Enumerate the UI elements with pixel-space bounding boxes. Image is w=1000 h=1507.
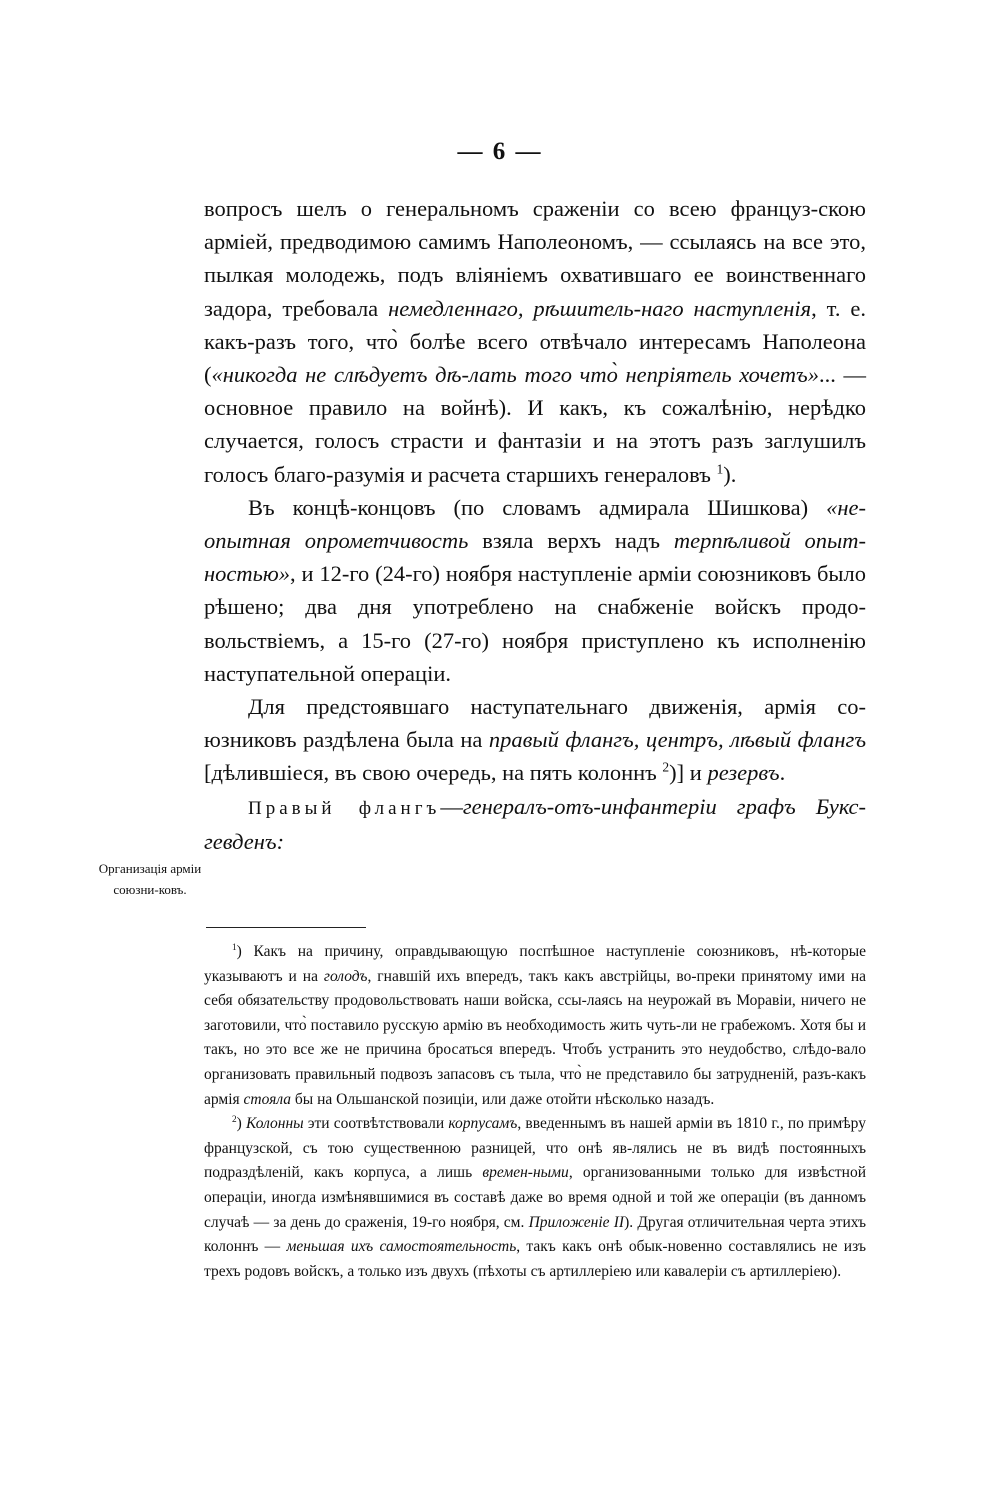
fn2-text-e: , введеннымъ въ нашей арміи въ 1810 г., по примѣру французской, съ тою существенною разницей, что онѣ яв-лялись не въ видѣ постоянныхъ подраздѣленій, какъ корпуса, а лишь	[204, 1115, 866, 1182]
p1-text-c: , т. е. какъ-разъ того, что̀ болѣе всего отвѣчало интересамъ Наполеона (	[204, 295, 867, 388]
footnote-2	[204, 1112, 866, 1284]
fn2-italic-d: корпусамъ	[448, 1115, 518, 1133]
paragraph-1	[204, 192, 866, 491]
footnote-ref-1[interactable]: 1	[716, 461, 724, 477]
fn1-text-c: , гнавшій ихъ впередъ, такъ какъ австрійцы, во-преки принятому ими на себя обязательству продовольствовать наши войска, ссы-лаясь на неурожай въ Моравіи, ничего не заготовили, что̀ поставило русскую армію въ необходимость жить чуть-ли не грабежомъ. Хотя бы и такъ, но это все же не причина бросаться впередъ. Чтобъ устранить это неудобство, слѣдо-вало организовать правильный подвозъ запасовъ съ тыла, что̀ не представило бы затрудненій, разъ-какъ армія	[204, 967, 867, 1108]
footnote-divider	[206, 927, 366, 928]
p1-text-a: вопросъ шелъ о генеральномъ сраженіи со всею француз-скою арміей, предводимою самимъ Наполеономъ, — ссылаясь на все это, пылкая молодежь, подъ вліяніемъ охватившаго ее воинственнаго задора, требовала	[204, 196, 866, 321]
p1-text-e: ... — основное правило на войнѣ). И какъ, къ сожалѣнію, нерѣдко случается, голосъ страсти и фантазіи и на этотъ разъ заглушилъ голосъ благо-разумія и расчета старшихъ генераловъ	[204, 362, 866, 487]
paragraph-4	[204, 790, 866, 858]
p2-text-c: взяла верхъ надъ	[468, 528, 674, 554]
fn2-italic-h: Приложеніе II	[528, 1213, 625, 1231]
fn1-text-a: ) Какъ на причину, оправдывающую поспѣшное наступленіе союзниковъ, нѣ-которые указываютъ и на	[204, 943, 866, 985]
p1-italic-b: немедленнаго, рѣшитель-наго наступленія	[388, 295, 812, 321]
margin-note: Организація арміи союзни-ковъ.	[98, 861, 202, 897]
section-heading-right-flank: Правый флангъ	[248, 797, 441, 819]
fn1-italic-b: голодъ	[323, 967, 368, 985]
paragraph-3	[204, 690, 866, 790]
p3-text-e: )] и	[669, 760, 708, 786]
p1-text-g: ).	[723, 461, 737, 487]
p2-italic-b: «не-опытная опрометчивость	[204, 494, 866, 554]
p2-text-a: Въ концѣ-концовъ (по словамъ адмирала Шишкова)	[248, 494, 827, 520]
fn2-text-a: )	[236, 1115, 247, 1133]
footnote-1-marker: 1	[232, 942, 237, 953]
fn2-text-c: эти соотвѣтствовали	[303, 1115, 449, 1133]
fn1-italic-d: стояла	[243, 1090, 292, 1108]
p4-dash: —	[440, 793, 463, 819]
fn2-italic-b: Колонны	[246, 1115, 304, 1133]
p2-text-e: , и 12-го (24-го) ноября наступленіе арміи союзниковъ было рѣшено; два дня употреблено на снабженіе войскъ продо-вольствіемъ, а 15-го (27-го) ноября приступлено къ исполненію наступательной операціи.	[204, 561, 866, 686]
page-number: — 6 —	[457, 138, 543, 165]
footnotes	[204, 940, 866, 1284]
fn2-italic-f: времен-ными	[482, 1164, 569, 1182]
fn2-text-i: ). Другая отличительная черта этихъ колоннъ —	[204, 1213, 866, 1256]
footnote-ref-2[interactable]: 2	[662, 759, 670, 775]
footnote-2-marker: 2	[232, 1115, 237, 1125]
fn1-text-e: бы на Ольшанской позиціи, или даже отойти нѣсколько назадъ.	[291, 1090, 715, 1108]
footnote-1	[204, 940, 866, 1112]
fn2-text-k: , такъ какъ онѣ обык-новенно составлялись не изъ трехъ родовъ войскъ, а только изъ двухъ (пѣхоты съ артиллеріею или кавалеріи съ артиллеріею).	[204, 1238, 866, 1280]
p3-italic-f: резервъ	[707, 760, 780, 786]
fn2-text-g: , организованными только для извѣстной операціи, иногда измѣнявшимися въ составѣ даже во время одной и той же операціи (въ данномъ случаѣ — за день до сраженія, 19-го ноября, см.	[204, 1164, 866, 1231]
p3-italic-b: правый флангъ, центръ, лѣвый флангъ	[488, 727, 866, 753]
p3-text-c: [дѣлившіеся, въ свою очередь, на пять колоннъ	[204, 760, 663, 786]
main-text	[204, 192, 866, 858]
p4-italic-c: генералъ-отъ-инфантеріи графъ Букс-гевденъ:	[204, 793, 866, 854]
p3-text-g: .	[779, 760, 786, 786]
p2-italic-d: терпѣливой опыт-ностью»	[204, 528, 866, 587]
p3-text-a: Для предстоявшаго наступательнаго движенія, армія со-юзниковъ раздѣлена была на	[204, 694, 866, 753]
paragraph-2	[204, 491, 866, 690]
fn2-italic-j: меньшая ихъ самостоятельность	[286, 1238, 517, 1256]
p1-italic-d: «никогда не слѣдуетъ дѣ-лать того что̀ непріятель хочетъ»	[211, 362, 819, 388]
